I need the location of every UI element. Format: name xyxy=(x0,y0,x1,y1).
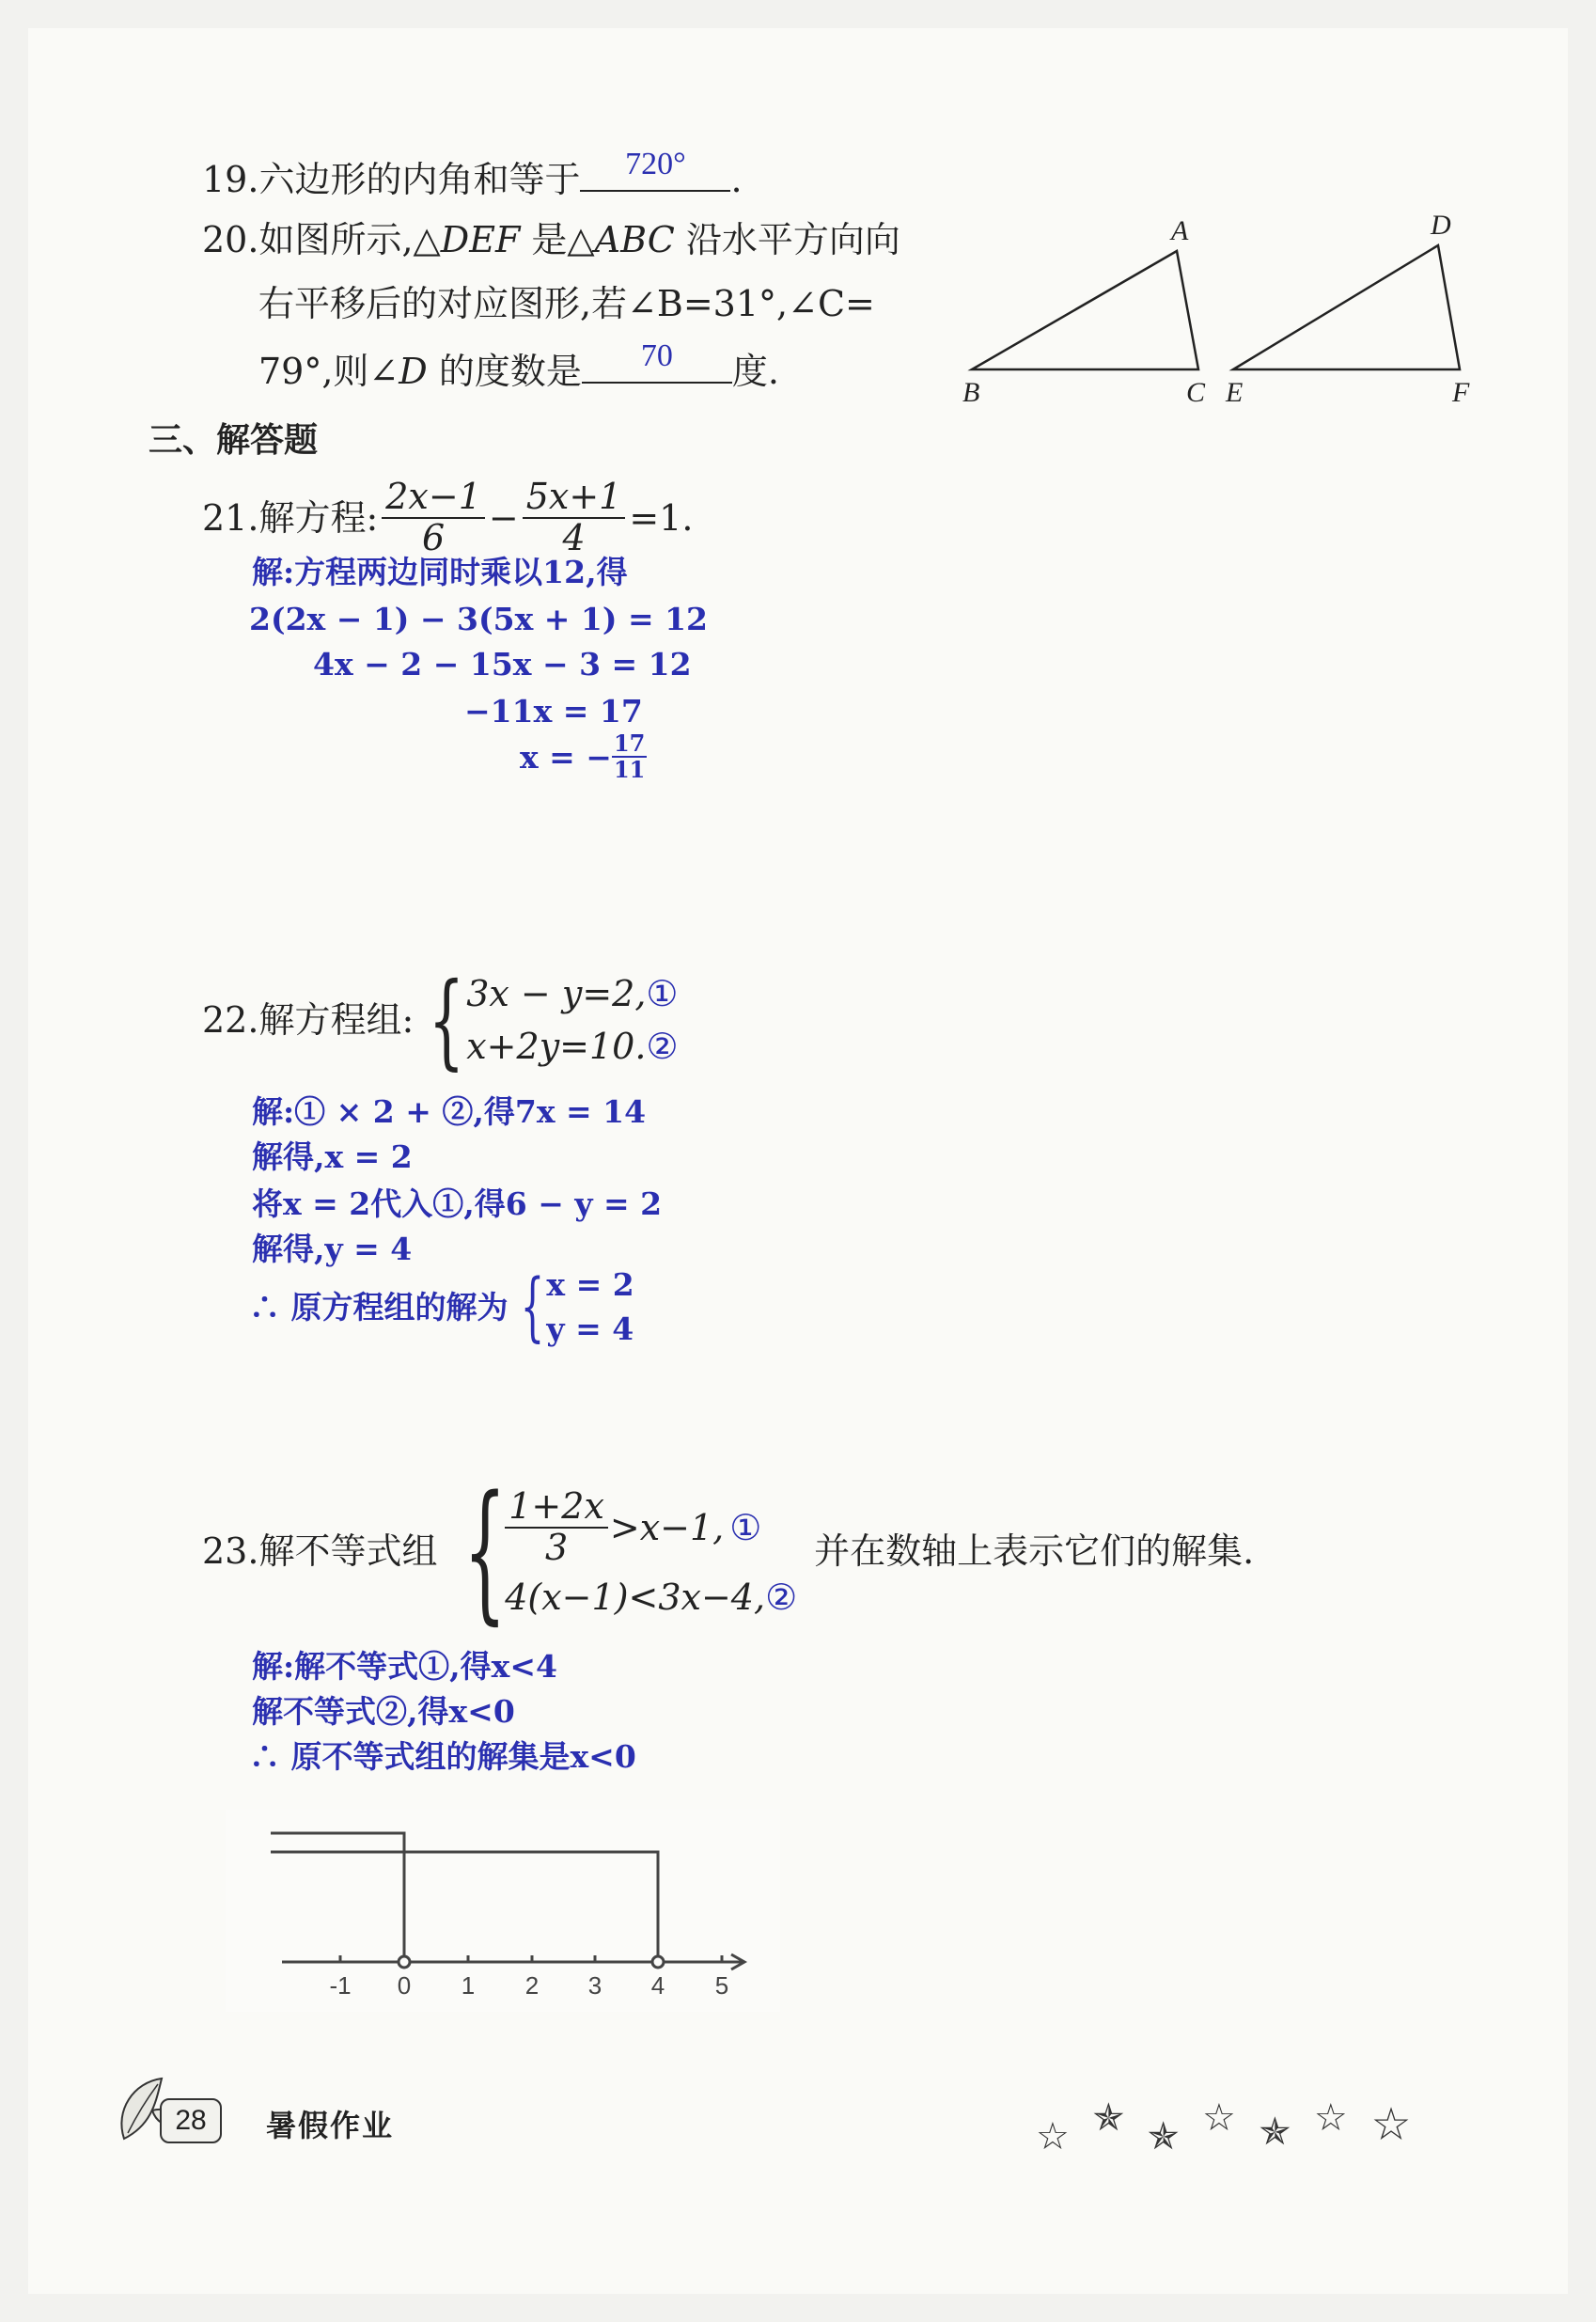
q22-sol-s1: x = 2 xyxy=(546,1266,634,1303)
page-number: 28 xyxy=(175,2105,207,2136)
q22-sol-system xyxy=(546,1266,634,1347)
question-19 xyxy=(202,147,743,200)
q19-end: . xyxy=(730,159,743,200)
question-20-line3 xyxy=(258,338,779,392)
star-3: ✯ xyxy=(1147,2115,1180,2158)
triangle-figure xyxy=(949,212,1504,409)
q20-text-e: 沿水平方向向 xyxy=(674,219,900,260)
q21-fraction-1 xyxy=(382,478,485,558)
q21-sol-l2: 2(2x − 1) − 3(5x + 1) = 12 xyxy=(249,601,709,637)
q21-sol-l1: 解:方程两边同时乘以12,得 xyxy=(252,554,628,590)
tick-label-5: 5 xyxy=(714,1971,729,2000)
q22-sol-brace: { xyxy=(520,1263,544,1350)
q22-eq1: 3x − y=2, xyxy=(466,973,647,1014)
q23-number: 23. xyxy=(202,1530,259,1572)
tick-label-minus1: -1 xyxy=(329,1971,352,2000)
q21-sol-l5 xyxy=(520,731,647,783)
q22-sol-l2: 解得,x = 2 xyxy=(252,1138,413,1175)
q22-sol-l4: 解得,y = 4 xyxy=(252,1231,413,1267)
q23-mark1: ① xyxy=(729,1507,762,1548)
star-7: ☆ xyxy=(1370,2098,1412,2151)
q22-sol-l5 xyxy=(249,1263,634,1350)
q23-sol-l2: 解不等式②,得x<0 xyxy=(252,1693,515,1730)
q23-ineq1-num: 1+2x xyxy=(505,1487,608,1529)
q23-ineq1-den: 3 xyxy=(544,1527,569,1568)
number-line-bg xyxy=(226,1810,780,2012)
q22-brace: { xyxy=(429,960,465,1080)
open-circle-4 xyxy=(652,1956,664,1968)
triangle-abc xyxy=(972,251,1198,369)
q22-mark2: ② xyxy=(646,1026,679,1067)
q21-minus: − xyxy=(488,496,519,539)
q21-sol-l4: −11x = 17 xyxy=(464,693,643,730)
star-6: ☆ xyxy=(1313,2096,1348,2140)
q23-prefix: 解不等式组 xyxy=(258,1530,438,1572)
star-2: ✯ xyxy=(1092,2096,1125,2140)
q22-eq2: x+2y=10. xyxy=(466,1026,647,1067)
q21-frac2-num: 5x+1 xyxy=(523,478,626,519)
star-5: ✯ xyxy=(1259,2110,1291,2154)
q19-number: 19. xyxy=(202,159,259,200)
q23-ineq1-rest: >x−1, xyxy=(609,1507,725,1548)
star-rating xyxy=(1036,2089,1412,2158)
open-circle-0 xyxy=(399,1956,410,1968)
q19-answer-blank xyxy=(580,147,730,192)
q20-number: 20. xyxy=(202,219,259,260)
question-21 xyxy=(202,478,693,558)
q22-mark1: ① xyxy=(646,973,679,1014)
q19-text: 六边形的内角和等于 xyxy=(258,159,581,200)
q20-line2: 右平移后的对应图形,若∠B=31°,∠C= xyxy=(258,283,875,324)
book-title: 暑假作业 xyxy=(266,2108,395,2143)
q23-suffix: 并在数轴上表示它们的解集. xyxy=(814,1530,1255,1572)
question-20-line1 xyxy=(202,219,900,260)
q21-rhs: =1. xyxy=(629,496,694,539)
q19-answer: 720° xyxy=(625,147,686,181)
q20-answer-blank xyxy=(582,338,732,384)
q22-eq1-row xyxy=(466,973,679,1014)
q21-sol-den: 11 xyxy=(613,756,646,784)
number-line xyxy=(226,1810,780,2012)
star-4: ☆ xyxy=(1202,2096,1236,2140)
label-d: D xyxy=(1431,212,1451,241)
label-b: B xyxy=(962,377,980,408)
label-a: A xyxy=(1171,215,1189,246)
q23-ineq1-fraction xyxy=(505,1487,608,1568)
q21-sol-l5a: x = − xyxy=(520,738,612,776)
q21-number: 21. xyxy=(202,496,259,539)
q23-system xyxy=(505,1485,798,1618)
q22-eq2-row xyxy=(466,1026,679,1067)
q22-sol-l1: 解:① × 2 + ②,得7x = 14 xyxy=(252,1093,647,1130)
triangle-def xyxy=(1233,245,1460,369)
tick-label-2: 2 xyxy=(524,1971,540,2000)
star-1: ☆ xyxy=(1036,2115,1070,2158)
label-c: C xyxy=(1186,377,1206,408)
tick-label-1: 1 xyxy=(461,1971,476,2000)
page-number-box xyxy=(160,2098,222,2143)
q21-sol-num: 17 xyxy=(613,730,646,757)
q22-number: 22. xyxy=(202,999,259,1041)
q23-mark2: ② xyxy=(765,1576,798,1618)
q20-text-a: 如图所示,△ xyxy=(258,219,441,260)
q21-sol-fraction xyxy=(612,731,647,783)
q21-frac2-den: 4 xyxy=(562,516,586,558)
q23-ineq2-row xyxy=(505,1576,798,1618)
q23-ineq2: 4(x−1)<3x−4, xyxy=(505,1576,766,1618)
tick-label-4: 4 xyxy=(650,1971,665,2000)
tick-label-3: 3 xyxy=(587,1971,602,2000)
label-e: E xyxy=(1226,377,1244,408)
q20-text-abc: ABC xyxy=(594,219,675,260)
q23-brace: { xyxy=(463,1463,508,1639)
q22-sol-s2: y = 4 xyxy=(546,1310,634,1347)
question-20-line2 xyxy=(258,283,875,324)
q21-frac1-num: 2x−1 xyxy=(382,478,485,519)
q23-ineq1-row xyxy=(505,1487,797,1568)
q21-fraction-2 xyxy=(523,478,626,558)
q20-text-c: 是△ xyxy=(520,219,595,260)
q20-answer: 70 xyxy=(640,338,673,373)
q20-text-def: DEF xyxy=(440,219,521,260)
q21-frac1-den: 6 xyxy=(421,516,446,558)
q22-sol-l3: 将x = 2代入①,得6 − y = 2 xyxy=(252,1185,663,1222)
question-22 xyxy=(202,960,679,1080)
q20-line3b: D xyxy=(399,351,428,392)
q22-system xyxy=(466,973,679,1067)
q22-prefix: 解方程组: xyxy=(258,999,415,1041)
q21-sol-l3: 4x − 2 − 15x − 3 = 12 xyxy=(313,646,692,682)
section-title: 三、解答题 xyxy=(149,421,319,460)
question-23 xyxy=(202,1463,1255,1639)
tick-label-0: 0 xyxy=(397,1971,412,2000)
q21-prefix: 解方程: xyxy=(258,496,379,539)
label-f: F xyxy=(1452,377,1470,408)
q20-line3a: 79°,则∠ xyxy=(258,351,399,392)
q20-line3c: 的度数是 xyxy=(427,351,582,392)
q20-end: 度. xyxy=(731,351,779,392)
q23-sol-l1: 解:解不等式①,得x<4 xyxy=(252,1648,557,1685)
q22-sol-l5-text: ∴ 原方程组的解为 xyxy=(249,1288,509,1326)
q23-sol-l3: ∴ 原不等式组的解集是x<0 xyxy=(249,1738,636,1775)
